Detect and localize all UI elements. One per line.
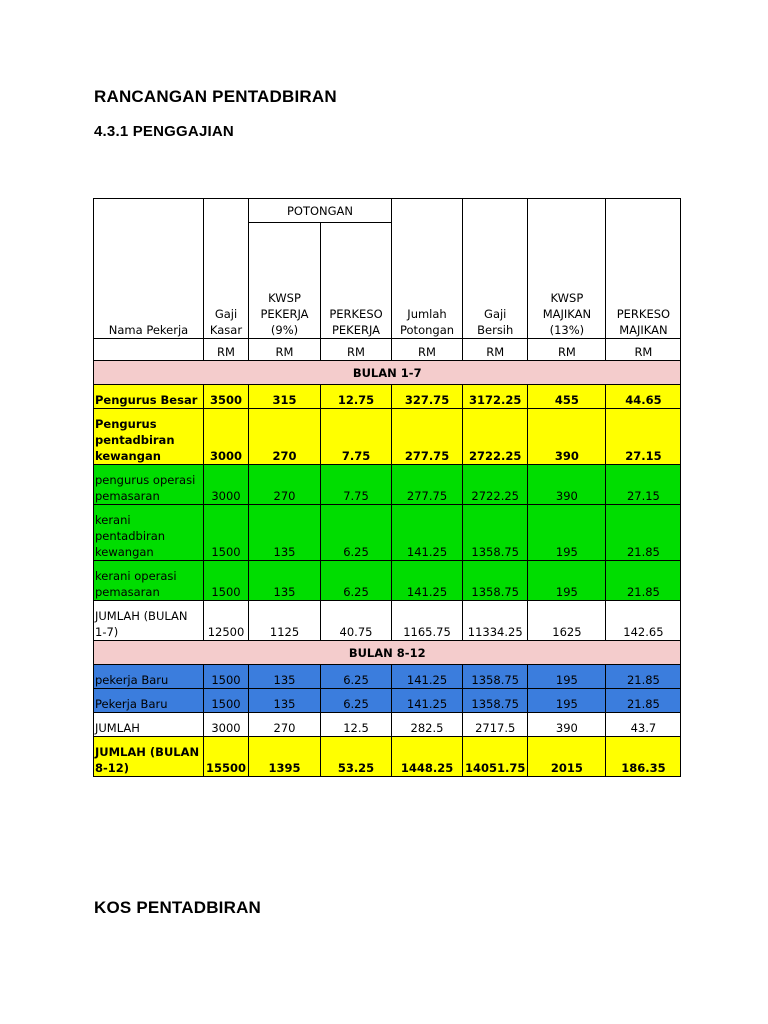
page-title: RANCANGAN PENTADBIRAN	[94, 87, 337, 106]
gaji-bersih-cell: 1358.75	[463, 561, 528, 601]
unit-cell: RM	[463, 339, 528, 361]
jumlah-potongan-cell: 1448.25	[392, 737, 463, 777]
gaji-bersih-cell: 1358.75	[463, 505, 528, 561]
gaji-bersih-cell: 2717.5	[463, 713, 528, 737]
total-row	[94, 713, 681, 737]
kwsp-pekerja-cell: 315	[249, 385, 321, 409]
header-perkeso-pekerja: PERKESO PEKERJA	[321, 223, 392, 339]
perkeso-majikan-cell: 21.85	[606, 561, 681, 601]
unit-cell: RM	[321, 339, 392, 361]
jumlah-potongan-cell: 327.75	[392, 385, 463, 409]
gaji-bersih-cell: 1358.75	[463, 665, 528, 689]
gaji-bersih-cell: 11334.25	[463, 601, 528, 641]
kwsp-pekerja-cell: 1125	[249, 601, 321, 641]
perkeso-majikan-cell: 186.35	[606, 737, 681, 777]
employee-name: pekerja Baru	[94, 665, 204, 689]
kos-pentadbiran-heading: KOS PENTADBIRAN	[94, 898, 262, 917]
perkeso-majikan-cell: 21.85	[606, 689, 681, 713]
table-row	[94, 409, 681, 465]
gaji-kasar-cell: 3000	[204, 465, 249, 505]
payroll-table	[93, 198, 681, 777]
employee-name: Pekerja Baru	[94, 689, 204, 713]
total-label: JUMLAH	[94, 713, 204, 737]
header-gaji-bersih: Gaji Bersih	[463, 199, 528, 339]
kwsp-pekerja-cell: 135	[249, 561, 321, 601]
band-bulan-8-12: BULAN 8-12	[94, 641, 681, 665]
perkeso-pekerja-cell: 6.25	[321, 689, 392, 713]
perkeso-majikan-cell: 21.85	[606, 665, 681, 689]
unit-cell: RM	[204, 339, 249, 361]
grand-total-row	[94, 737, 681, 777]
employee-name: Pengurus pentadbiran kewangan	[94, 409, 204, 465]
section-heading: 4.3.1 PENGGAJIAN	[94, 123, 234, 140]
unit-cell: RM	[249, 339, 321, 361]
perkeso-pekerja-cell: 12.75	[321, 385, 392, 409]
perkeso-majikan-cell: 27.15	[606, 465, 681, 505]
unit-row	[94, 339, 681, 361]
kwsp-pekerja-cell: 135	[249, 665, 321, 689]
total-label: JUMLAH (BULAN 8-12)	[94, 737, 204, 777]
table-row	[94, 665, 681, 689]
header-kwsp-majikan: KWSP MAJIKAN (13%)	[528, 199, 606, 339]
kwsp-majikan-cell: 195	[528, 505, 606, 561]
perkeso-majikan-cell: 142.65	[606, 601, 681, 641]
kwsp-majikan-cell: 390	[528, 465, 606, 505]
kwsp-pekerja-cell: 270	[249, 713, 321, 737]
gaji-kasar-cell: 1500	[204, 665, 249, 689]
header-jumlah-potongan: Jumlah Potongan	[392, 199, 463, 339]
total-label: JUMLAH (BULAN 1-7)	[94, 601, 204, 641]
perkeso-pekerja-cell: 12.5	[321, 713, 392, 737]
kwsp-majikan-cell: 2015	[528, 737, 606, 777]
gaji-kasar-cell: 12500	[204, 601, 249, 641]
perkeso-pekerja-cell: 40.75	[321, 601, 392, 641]
gaji-kasar-cell: 1500	[204, 505, 249, 561]
jumlah-potongan-cell: 277.75	[392, 409, 463, 465]
perkeso-pekerja-cell: 53.25	[321, 737, 392, 777]
table-row	[94, 505, 681, 561]
kwsp-majikan-cell: 195	[528, 561, 606, 601]
perkeso-pekerja-cell: 7.75	[321, 409, 392, 465]
jumlah-potongan-cell: 141.25	[392, 561, 463, 601]
kwsp-majikan-cell: 390	[528, 409, 606, 465]
employee-name: kerani pentadbiran kewangan	[94, 505, 204, 561]
table-row	[94, 465, 681, 505]
gaji-bersih-cell: 14051.75	[463, 737, 528, 777]
gaji-kasar-cell: 3000	[204, 713, 249, 737]
perkeso-majikan-cell: 44.65	[606, 385, 681, 409]
kwsp-majikan-cell: 195	[528, 689, 606, 713]
table-row	[94, 561, 681, 601]
perkeso-pekerja-cell: 6.25	[321, 665, 392, 689]
employee-name: Pengurus Besar	[94, 385, 204, 409]
jumlah-potongan-cell: 141.25	[392, 505, 463, 561]
header-potongan-group: POTONGAN	[249, 199, 392, 223]
unit-cell: RM	[392, 339, 463, 361]
gaji-bersih-cell: 2722.25	[463, 465, 528, 505]
employee-name: kerani operasi pemasaran	[94, 561, 204, 601]
kwsp-majikan-cell: 195	[528, 665, 606, 689]
perkeso-pekerja-cell: 6.25	[321, 505, 392, 561]
header-gaji-kasar: Gaji Kasar	[204, 199, 249, 339]
gaji-kasar-cell: 15500	[204, 737, 249, 777]
total-row	[94, 601, 681, 641]
gaji-kasar-cell: 1500	[204, 561, 249, 601]
gaji-bersih-cell: 2722.25	[463, 409, 528, 465]
perkeso-majikan-cell: 43.7	[606, 713, 681, 737]
gaji-kasar-cell: 3500	[204, 385, 249, 409]
header-kwsp-pekerja: KWSP PEKERJA (9%)	[249, 223, 321, 339]
kwsp-majikan-cell: 390	[528, 713, 606, 737]
table-row	[94, 689, 681, 713]
jumlah-potongan-cell: 141.25	[392, 665, 463, 689]
header-nama-pekerja: Nama Pekerja	[94, 199, 204, 339]
unit-cell	[94, 339, 204, 361]
band-bulan-1-7: BULAN 1-7	[94, 361, 681, 385]
unit-cell: RM	[606, 339, 681, 361]
kwsp-pekerja-cell: 135	[249, 689, 321, 713]
jumlah-potongan-cell: 141.25	[392, 689, 463, 713]
jumlah-potongan-cell: 1165.75	[392, 601, 463, 641]
kwsp-pekerja-cell: 1395	[249, 737, 321, 777]
jumlah-potongan-cell: 277.75	[392, 465, 463, 505]
unit-cell: RM	[528, 339, 606, 361]
kwsp-majikan-cell: 1625	[528, 601, 606, 641]
table-row	[94, 385, 681, 409]
kwsp-pekerja-cell: 270	[249, 409, 321, 465]
kwsp-pekerja-cell: 135	[249, 505, 321, 561]
perkeso-majikan-cell: 27.15	[606, 409, 681, 465]
perkeso-pekerja-cell: 6.25	[321, 561, 392, 601]
gaji-kasar-cell: 3000	[204, 409, 249, 465]
gaji-bersih-cell: 3172.25	[463, 385, 528, 409]
gaji-kasar-cell: 1500	[204, 689, 249, 713]
perkeso-majikan-cell: 21.85	[606, 505, 681, 561]
kwsp-pekerja-cell: 270	[249, 465, 321, 505]
jumlah-potongan-cell: 282.5	[392, 713, 463, 737]
header-perkeso-majikan: PERKESO MAJIKAN	[606, 199, 681, 339]
employee-name: pengurus operasi pemasaran	[94, 465, 204, 505]
perkeso-pekerja-cell: 7.75	[321, 465, 392, 505]
kwsp-majikan-cell: 455	[528, 385, 606, 409]
gaji-bersih-cell: 1358.75	[463, 689, 528, 713]
